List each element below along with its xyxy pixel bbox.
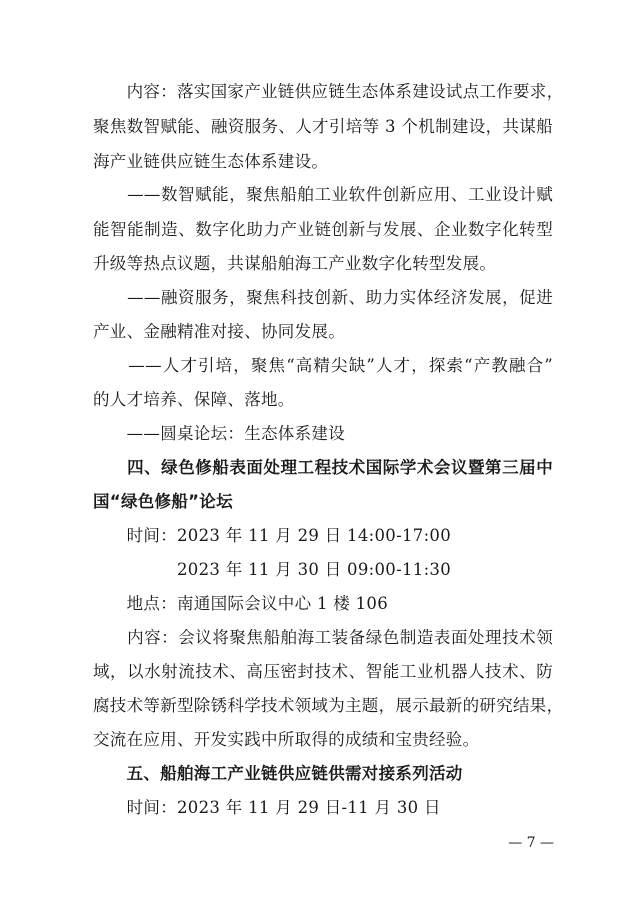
- paragraph-line: 聚焦数智赋能、融资服务、人才引培等 3 个机制建设，共谋船: [93, 117, 553, 136]
- paragraph-line: 域，以水射流技术、高压密封技术、智能工业机器人技术、防: [93, 662, 553, 681]
- paragraph-line: 升级等热点议题，共谋船舶海工产业数字化转型发展。: [93, 254, 497, 273]
- paragraph-line: ——数智赋能，聚焦船舶工业软件创新应用、工业设计赋: [93, 185, 553, 204]
- paragraph-line: 时间：2023 年 11 月 29 日-11 月 30 日: [93, 798, 441, 817]
- section-heading: 五、船舶海工产业链供应链供需对接系列活动: [93, 764, 463, 783]
- paragraph-line: 内容：会议将聚焦船舶海工装备绿色制造表面处理技术领: [93, 628, 553, 647]
- paragraph-line: 能智能制造、数字化助力产业链创新与发展、企业数字化转型: [93, 220, 553, 239]
- paragraph-line: 时间：2023 年 11 月 29 日 14:00-17:00: [93, 526, 452, 545]
- paragraph-line: 地点：南通国际会议中心 1 楼 106: [93, 594, 389, 613]
- paragraph-line: 的人才培养、保障、落地。: [93, 390, 295, 409]
- paragraph-line: ——融资服务，聚焦科技创新、助力实体经济发展，促进: [93, 288, 553, 307]
- paragraph-line: 交流在应用、开发实践中所取得的成绩和宝贵经验。: [93, 730, 480, 749]
- section-heading: 国“绿色修船”论坛: [93, 492, 233, 511]
- paragraph-line: 内容：落实国家产业链供应链生态体系建设试点工作要求，: [93, 82, 564, 101]
- paragraph-line: 产业、金融精准对接、协同发展。: [93, 322, 345, 341]
- paragraph-line: ——人才引培，聚焦“高精尖缺”人才，探索“产教融合”: [93, 356, 553, 375]
- paragraph-line: 腐技术等新型除锈科学技术领域为主题，展示最新的研究结果，: [93, 696, 564, 715]
- page-number: — 7 —: [508, 835, 554, 851]
- paragraph-line: 海产业链供应链生态体系建设。: [93, 152, 329, 171]
- paragraph-line: 2023 年 11 月 30 日 09:00-11:30: [93, 560, 452, 579]
- paragraph-line: ——圆桌论坛：生态体系建设: [93, 424, 345, 443]
- section-heading: 四、绿色修船表面处理工程技术国际学术会议暨第三届中: [93, 458, 553, 477]
